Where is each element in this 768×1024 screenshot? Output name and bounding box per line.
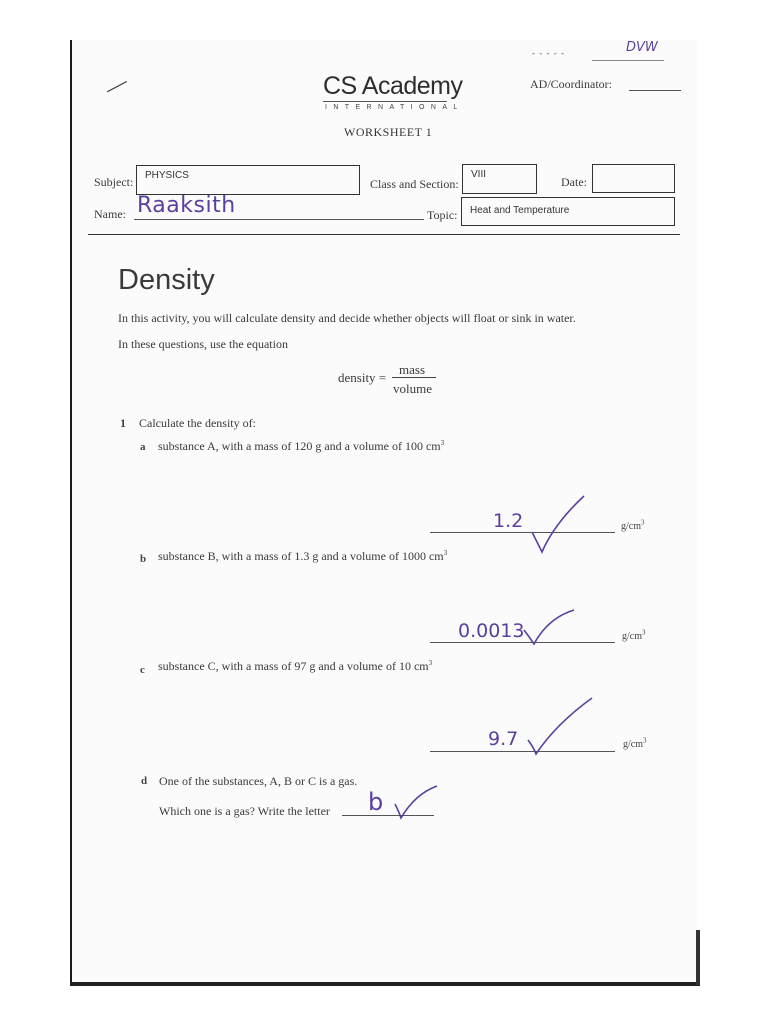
item-c-answer[interactable]: 9.7 [488,728,519,750]
item-c-unit: $g/cm^3$ [623,736,647,750]
logo-rule [323,101,447,102]
coordinator-line [629,90,681,91]
item-c-check-icon [526,696,594,756]
item-d-answer[interactable]: b [368,788,384,816]
item-b-check-icon [522,608,576,646]
item-d-line2: Which one is a gas? Write the letter [159,804,330,818]
item-d-check-icon [393,784,439,820]
header-separator [88,234,680,235]
signature-line [592,60,664,61]
fraction-bar [392,377,436,378]
pen-mark: — [100,68,132,101]
question-number: 1 [120,416,126,430]
class-section-field[interactable]: VIII [462,164,537,194]
academy-logo-subtitle: INTERNATIONAL [325,104,464,111]
item-a-check-icon [528,494,588,556]
topic-field[interactable]: Heat and Temperature [461,197,675,226]
question-prompt: Calculate the density of: [139,416,256,430]
date-label: Date: [561,175,587,189]
item-b-text: substance B, with a mass of 1.3 g and a volume of 1000 $cm^3$ [158,549,448,563]
name-line [134,219,424,220]
name-field[interactable]: Raaksith [137,193,236,218]
item-a-answer[interactable]: 1.2 [493,510,524,532]
top-dashes: - - - - - [532,48,565,58]
coordinator-initials: DVW [626,40,658,55]
date-field[interactable] [592,164,675,193]
subject-label: Subject: [94,175,134,189]
intro-text: In this activity, you will calculate density and decide whether objects will float or sink in water. [118,311,576,325]
item-d-letter: d [141,775,148,787]
page-right-edge [696,930,700,985]
worksheet-title: WORKSHEET 1 [344,125,433,139]
name-label: Name: [94,207,126,221]
item-c-text: substance C, with a mass of 97 g and a volume of 10 $cm^3$ [158,659,433,673]
equation-lhs: density = [338,370,387,385]
item-b-letter: b [140,553,147,565]
class-section-label: Class and Section: [370,177,459,191]
item-a-unit: $g/cm^3$ [621,518,645,532]
coordinator-label: AD/Coordinator: [530,77,612,91]
equation-denominator: volume [393,381,432,396]
item-c-letter: c [140,664,145,676]
equation-numerator: mass [399,362,425,377]
item-b-unit: $g/cm^3$ [622,628,646,642]
subject-field[interactable]: PHYSICS [136,165,360,195]
academy-logo: CS Academy [323,72,463,100]
page-bottom-edge [70,982,700,986]
item-a-text: substance A, with a mass of 120 g and a volume of 100 $cm^3$ [158,439,445,453]
topic-label: Topic: [427,208,458,222]
item-a-letter: a [140,441,146,453]
item-b-answer[interactable]: 0.0013 [458,620,525,642]
equation-intro: In these questions, use the equation [118,337,288,351]
page-heading: Density [118,264,215,296]
item-d-line1: One of the substances, A, B or C is a gas. [159,774,358,788]
